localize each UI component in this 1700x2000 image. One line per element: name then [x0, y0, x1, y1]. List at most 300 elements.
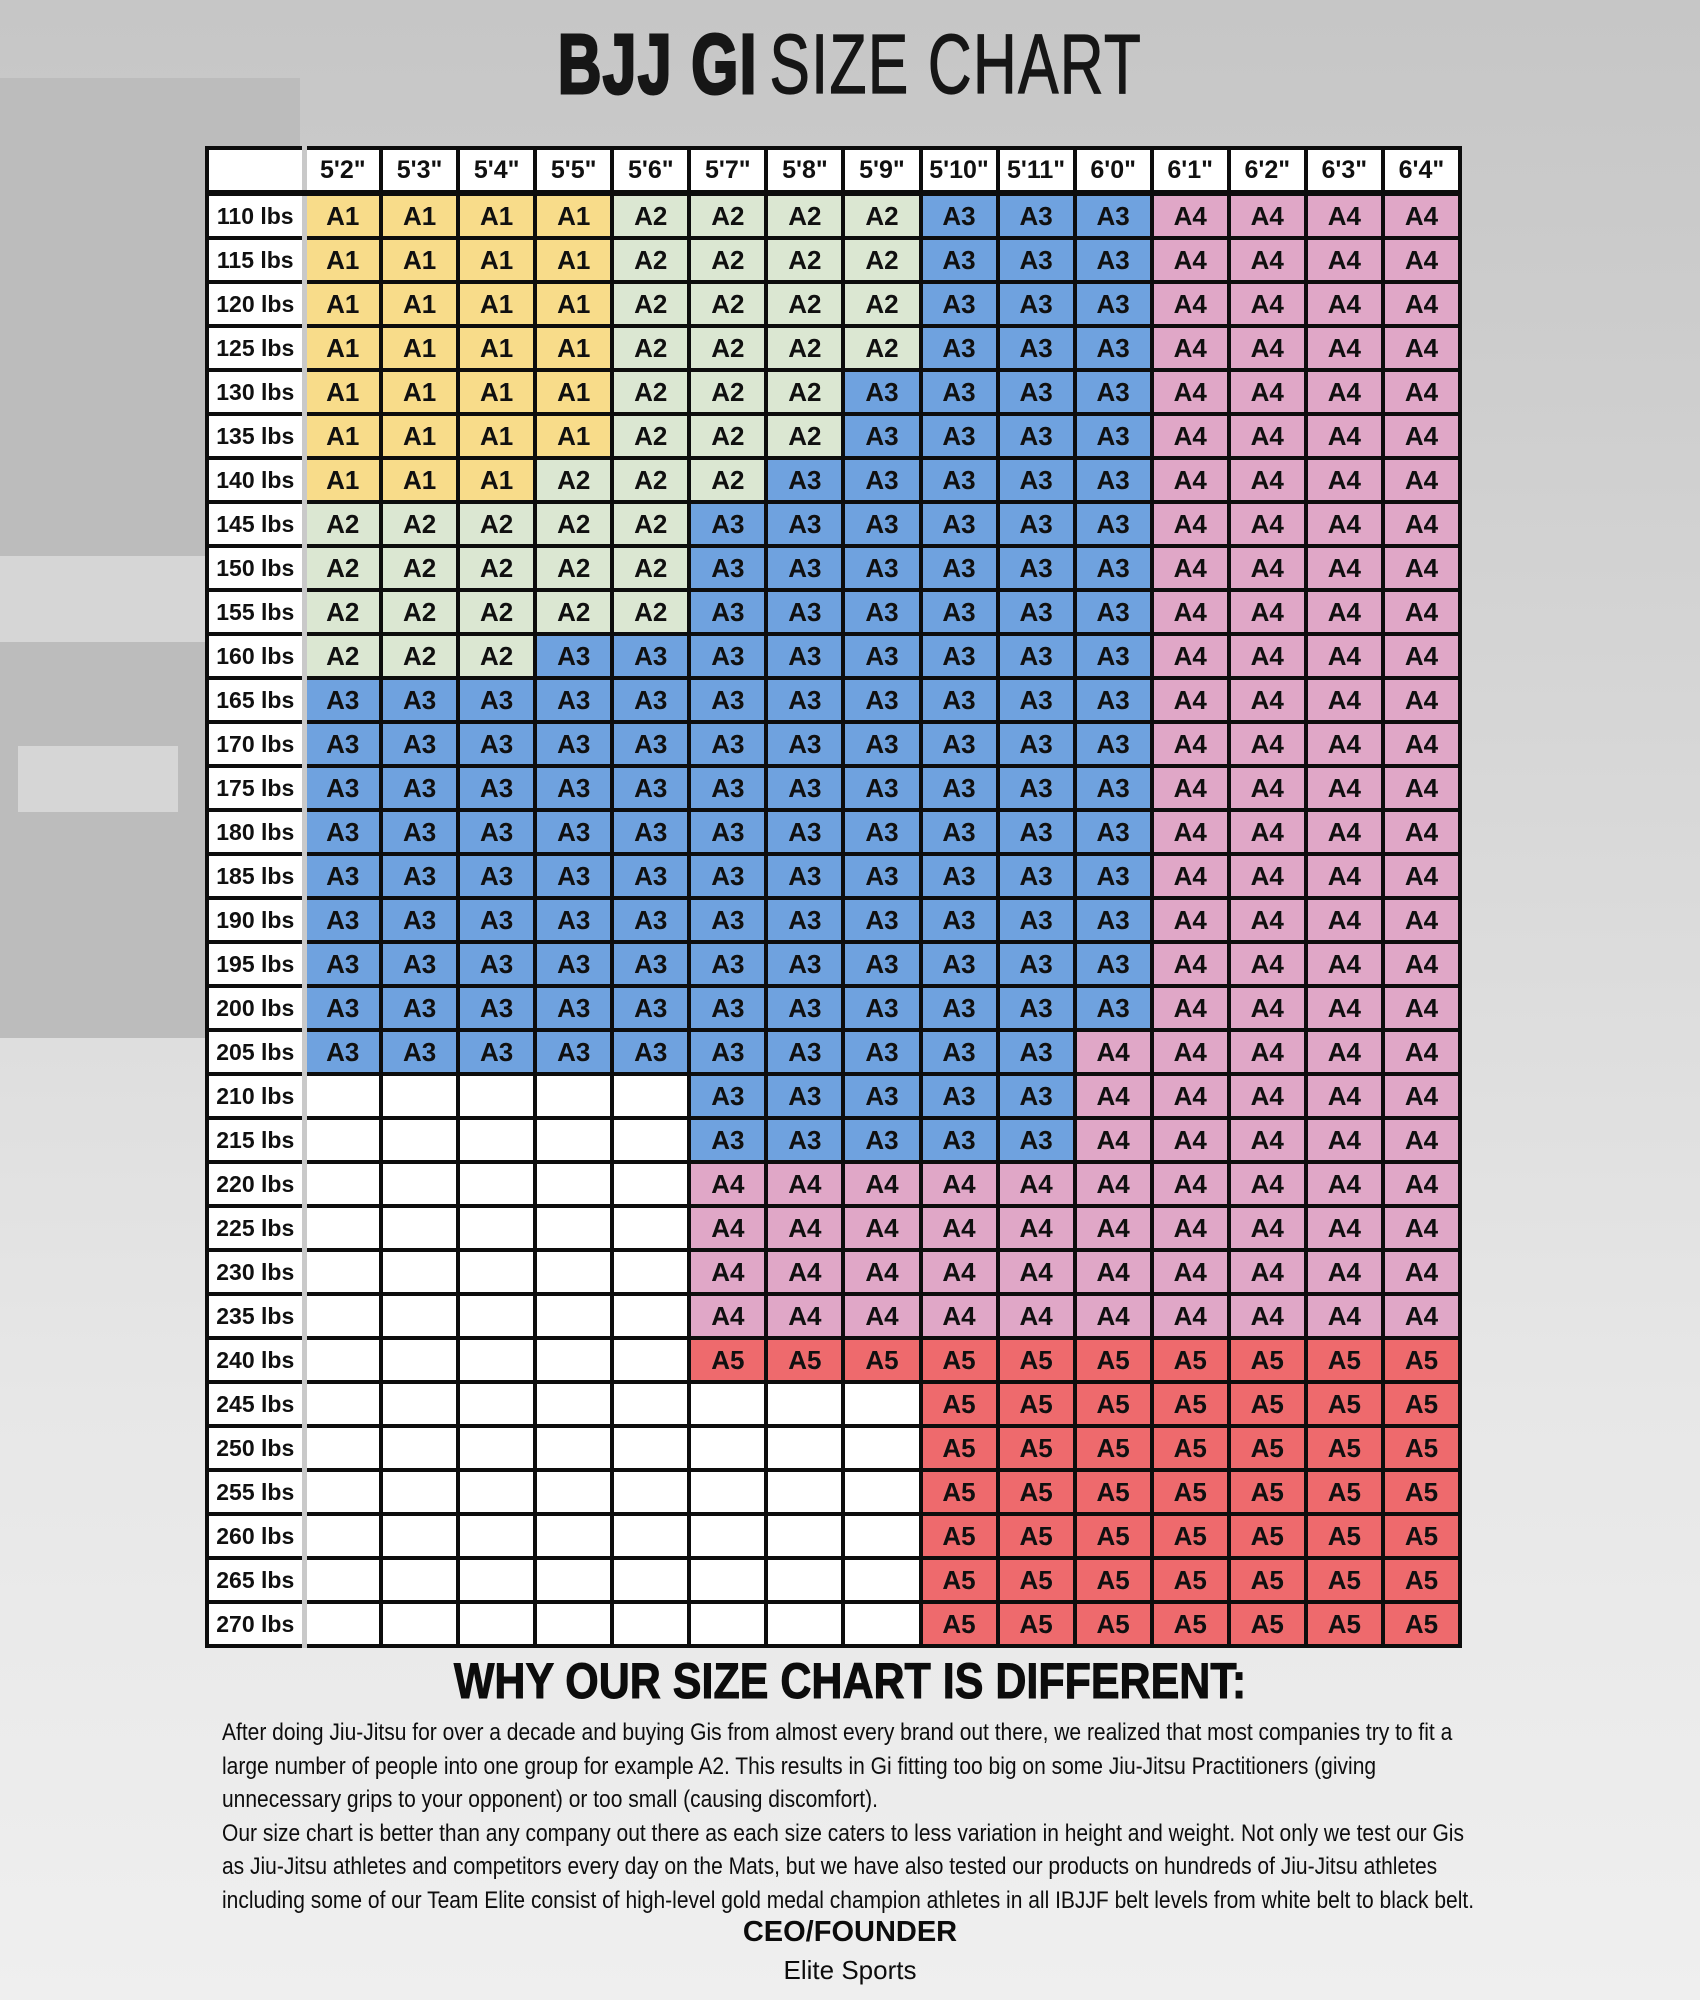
size-cell-a4: A4	[1152, 238, 1229, 282]
size-cell-a4: A4	[1229, 1206, 1306, 1250]
size-cell-a4: A4	[1306, 1118, 1383, 1162]
size-cell-a5: A5	[921, 1426, 998, 1470]
weight-label: 265 lbs	[207, 1558, 304, 1602]
size-cell-a5: A5	[1152, 1382, 1229, 1426]
weight-label: 205 lbs	[207, 1030, 304, 1074]
size-cell-a4: A4	[1306, 193, 1383, 238]
size-cell-a4: A4	[1306, 898, 1383, 942]
size-cell-a4: A4	[1306, 942, 1383, 986]
empty-cell	[612, 1338, 689, 1382]
empty-cell	[381, 1558, 458, 1602]
table-row	[207, 1206, 1460, 1250]
empty-cell	[535, 1250, 612, 1294]
size-cell-a3: A3	[1075, 590, 1152, 634]
size-cell-a3: A3	[689, 942, 766, 986]
size-cell-a4: A4	[1229, 238, 1306, 282]
size-cell-a3: A3	[998, 942, 1075, 986]
size-cell-a2: A2	[381, 590, 458, 634]
company-name: Elite Sports	[783, 1955, 917, 1985]
size-cell-a3: A3	[921, 238, 998, 282]
size-cell-a3: A3	[689, 898, 766, 942]
weight-label: 200 lbs	[207, 986, 304, 1030]
size-cell-a1: A1	[304, 370, 381, 414]
size-cell-a2: A2	[535, 458, 612, 502]
size-cell-a3: A3	[612, 986, 689, 1030]
size-cell-a2: A2	[766, 282, 843, 326]
size-cell-a5: A5	[1152, 1426, 1229, 1470]
size-cell-a4: A4	[1152, 1294, 1229, 1338]
empty-cell	[381, 1294, 458, 1338]
empty-cell	[843, 1602, 920, 1646]
size-cell-a5: A5	[1152, 1470, 1229, 1514]
size-cell-a4: A4	[766, 1250, 843, 1294]
size-cell-a1: A1	[458, 238, 535, 282]
size-cell-a3: A3	[1075, 634, 1152, 678]
size-cell-a4: A4	[1306, 1250, 1383, 1294]
size-cell-a3: A3	[689, 810, 766, 854]
empty-cell	[843, 1470, 920, 1514]
weight-label: 125 lbs	[207, 326, 304, 370]
size-cell-a4: A4	[1306, 414, 1383, 458]
table-row	[207, 1118, 1460, 1162]
empty-cell	[535, 1558, 612, 1602]
weight-label: 220 lbs	[207, 1162, 304, 1206]
size-cell-a3: A3	[921, 458, 998, 502]
empty-cell	[766, 1514, 843, 1558]
size-cell-a2: A2	[766, 326, 843, 370]
empty-cell	[381, 1426, 458, 1470]
size-cell-a2: A2	[612, 326, 689, 370]
empty-cell	[535, 1514, 612, 1558]
empty-cell	[689, 1470, 766, 1514]
weight-label: 155 lbs	[207, 590, 304, 634]
size-cell-a4: A4	[1152, 370, 1229, 414]
empty-cell	[381, 1382, 458, 1426]
size-cell-a4: A4	[843, 1294, 920, 1338]
size-cell-a3: A3	[689, 722, 766, 766]
size-cell-a1: A1	[458, 414, 535, 458]
size-cell-a4: A4	[1306, 238, 1383, 282]
size-cell-a5: A5	[1075, 1602, 1152, 1646]
weight-label: 270 lbs	[207, 1602, 304, 1646]
size-cell-a3: A3	[612, 854, 689, 898]
size-cell-a3: A3	[1075, 193, 1152, 238]
size-cell-a4: A4	[1306, 1074, 1383, 1118]
weight-label: 150 lbs	[207, 546, 304, 590]
size-cell-a3: A3	[535, 986, 612, 1030]
empty-cell	[612, 1470, 689, 1514]
size-cell-a1: A1	[458, 370, 535, 414]
size-cell-a4: A4	[1383, 986, 1460, 1030]
table-row	[207, 1470, 1460, 1514]
size-cell-a3: A3	[612, 722, 689, 766]
table-row	[207, 282, 1460, 326]
size-cell-a3: A3	[766, 634, 843, 678]
size-cell-a4: A4	[998, 1294, 1075, 1338]
size-cell-a2: A2	[458, 634, 535, 678]
weight-label: 140 lbs	[207, 458, 304, 502]
size-cell-a3: A3	[766, 546, 843, 590]
size-cell-a3: A3	[843, 502, 920, 546]
empty-cell	[535, 1294, 612, 1338]
table-row	[207, 942, 1460, 986]
empty-cell	[689, 1602, 766, 1646]
page-title	[238, 16, 1462, 113]
size-cell-a3: A3	[921, 722, 998, 766]
size-cell-a4: A4	[1306, 1162, 1383, 1206]
empty-cell	[381, 1118, 458, 1162]
size-cell-a3: A3	[1075, 854, 1152, 898]
size-cell-a2: A2	[689, 193, 766, 238]
why-heading: WHY OUR SIZE CHART IS DIFFERENT:	[453, 1653, 1247, 1709]
empty-cell	[458, 1294, 535, 1338]
size-cell-a1: A1	[381, 282, 458, 326]
size-cell-a3: A3	[921, 634, 998, 678]
size-cell-a2: A2	[689, 326, 766, 370]
size-cell-a4: A4	[689, 1206, 766, 1250]
size-cell-a2: A2	[689, 282, 766, 326]
empty-cell	[535, 1118, 612, 1162]
table-row	[207, 1514, 1460, 1558]
size-cell-a5: A5	[1152, 1558, 1229, 1602]
weight-label: 145 lbs	[207, 502, 304, 546]
height-header: 5'5"	[535, 148, 612, 193]
size-cell-a3: A3	[766, 1074, 843, 1118]
size-cell-a2: A2	[689, 414, 766, 458]
size-cell-a4: A4	[1152, 634, 1229, 678]
size-cell-a3: A3	[843, 1118, 920, 1162]
weight-label: 160 lbs	[207, 634, 304, 678]
size-cell-a5: A5	[1306, 1602, 1383, 1646]
size-cell-a4: A4	[1383, 634, 1460, 678]
empty-cell	[458, 1162, 535, 1206]
empty-cell	[843, 1426, 920, 1470]
watermark-slash-top	[0, 556, 235, 642]
size-cell-a4: A4	[766, 1162, 843, 1206]
empty-cell	[304, 1338, 381, 1382]
size-cell-a1: A1	[381, 370, 458, 414]
weight-label: 240 lbs	[207, 1338, 304, 1382]
size-cell-a2: A2	[458, 502, 535, 546]
empty-cell	[304, 1294, 381, 1338]
size-cell-a3: A3	[458, 1030, 535, 1074]
size-cell-a3: A3	[689, 634, 766, 678]
size-cell-a5: A5	[1306, 1338, 1383, 1382]
size-cell-a5: A5	[921, 1602, 998, 1646]
size-cell-a3: A3	[921, 1030, 998, 1074]
size-cell-a4: A4	[1383, 1206, 1460, 1250]
size-cell-a3: A3	[458, 854, 535, 898]
weight-label: 235 lbs	[207, 1294, 304, 1338]
empty-cell	[612, 1118, 689, 1162]
empty-cell	[304, 1426, 381, 1470]
size-cell-a3: A3	[998, 458, 1075, 502]
empty-cell	[843, 1382, 920, 1426]
size-cell-a4: A4	[1306, 370, 1383, 414]
size-cell-a3: A3	[612, 898, 689, 942]
size-cell-a1: A1	[458, 193, 535, 238]
size-cell-a3: A3	[921, 282, 998, 326]
size-cell-a4: A4	[1152, 1206, 1229, 1250]
size-cell-a4: A4	[1306, 502, 1383, 546]
size-cell-a5: A5	[1383, 1602, 1460, 1646]
table-row	[207, 722, 1460, 766]
empty-cell	[304, 1558, 381, 1602]
empty-cell	[535, 1206, 612, 1250]
empty-cell	[843, 1514, 920, 1558]
size-cell-a3: A3	[998, 370, 1075, 414]
size-cell-a4: A4	[1383, 1030, 1460, 1074]
watermark-slash-bottom	[18, 746, 178, 812]
size-cell-a1: A1	[458, 458, 535, 502]
size-cell-a4: A4	[1152, 546, 1229, 590]
size-cell-a4: A4	[998, 1250, 1075, 1294]
table-row	[207, 634, 1460, 678]
size-cell-a4: A4	[1152, 326, 1229, 370]
size-cell-a3: A3	[381, 766, 458, 810]
empty-cell	[458, 1382, 535, 1426]
size-cell-a1: A1	[304, 326, 381, 370]
size-cell-a4: A4	[1229, 634, 1306, 678]
size-cell-a1: A1	[535, 414, 612, 458]
empty-cell	[458, 1074, 535, 1118]
size-cell-a4: A4	[1075, 1250, 1152, 1294]
weight-label: 170 lbs	[207, 722, 304, 766]
table-row	[207, 458, 1460, 502]
size-cell-a4: A4	[1383, 1162, 1460, 1206]
size-cell-a3: A3	[381, 1030, 458, 1074]
size-cell-a3: A3	[998, 722, 1075, 766]
size-cell-a3: A3	[381, 678, 458, 722]
size-cell-a3: A3	[766, 986, 843, 1030]
size-cell-a5: A5	[766, 1338, 843, 1382]
size-cell-a4: A4	[1306, 1294, 1383, 1338]
weight-label: 120 lbs	[207, 282, 304, 326]
size-cell-a4: A4	[1229, 414, 1306, 458]
size-cell-a3: A3	[535, 678, 612, 722]
size-cell-a3: A3	[689, 546, 766, 590]
size-cell-a4: A4	[1306, 722, 1383, 766]
size-cell-a3: A3	[998, 766, 1075, 810]
size-cell-a4: A4	[1306, 546, 1383, 590]
size-cell-a3: A3	[998, 502, 1075, 546]
size-cell-a2: A2	[689, 458, 766, 502]
size-cell-a4: A4	[1306, 986, 1383, 1030]
table-row	[207, 1250, 1460, 1294]
size-cell-a2: A2	[535, 590, 612, 634]
size-cell-a4: A4	[1152, 1250, 1229, 1294]
size-cell-a3: A3	[843, 546, 920, 590]
size-cell-a2: A2	[766, 414, 843, 458]
size-cell-a4: A4	[1229, 854, 1306, 898]
size-cell-a5: A5	[1229, 1382, 1306, 1426]
size-cell-a2: A2	[766, 193, 843, 238]
size-cell-a4: A4	[1229, 193, 1306, 238]
height-header: 5'4"	[458, 148, 535, 193]
empty-cell	[689, 1426, 766, 1470]
table-row	[207, 326, 1460, 370]
size-cell-a2: A2	[612, 370, 689, 414]
size-cell-a3: A3	[689, 986, 766, 1030]
size-cell-a3: A3	[1075, 370, 1152, 414]
height-header: 5'2"	[304, 148, 381, 193]
size-cell-a4: A4	[921, 1206, 998, 1250]
size-cell-a3: A3	[766, 810, 843, 854]
header-row	[207, 148, 1460, 193]
size-cell-a2: A2	[612, 590, 689, 634]
size-cell-a3: A3	[304, 854, 381, 898]
size-cell-a4: A4	[1152, 1118, 1229, 1162]
empty-cell	[612, 1294, 689, 1338]
size-cell-a2: A2	[612, 546, 689, 590]
size-cell-a5: A5	[998, 1558, 1075, 1602]
size-cell-a3: A3	[1075, 546, 1152, 590]
size-cell-a3: A3	[766, 766, 843, 810]
size-cell-a3: A3	[921, 590, 998, 634]
size-cell-a5: A5	[998, 1426, 1075, 1470]
size-cell-a3: A3	[998, 414, 1075, 458]
empty-cell	[535, 1602, 612, 1646]
empty-cell	[304, 1162, 381, 1206]
size-cell-a4: A4	[1229, 502, 1306, 546]
size-cell-a2: A2	[304, 546, 381, 590]
size-cell-a5: A5	[1075, 1558, 1152, 1602]
empty-cell	[612, 1514, 689, 1558]
size-cell-a4: A4	[1383, 282, 1460, 326]
size-cell-a5: A5	[921, 1470, 998, 1514]
size-cell-a4: A4	[1152, 1030, 1229, 1074]
size-cell-a3: A3	[304, 898, 381, 942]
size-cell-a3: A3	[843, 414, 920, 458]
table-row	[207, 1030, 1460, 1074]
empty-cell	[381, 1250, 458, 1294]
size-cell-a1: A1	[304, 414, 381, 458]
size-cell-a3: A3	[998, 282, 1075, 326]
size-cell-a5: A5	[1229, 1514, 1306, 1558]
empty-cell	[612, 1206, 689, 1250]
size-cell-a3: A3	[535, 854, 612, 898]
size-cell-a4: A4	[843, 1162, 920, 1206]
size-cell-a4: A4	[1075, 1162, 1152, 1206]
size-cell-a4: A4	[1383, 414, 1460, 458]
size-cell-a5: A5	[1383, 1470, 1460, 1514]
size-cell-a3: A3	[843, 458, 920, 502]
size-cell-a5: A5	[843, 1338, 920, 1382]
size-cell-a4: A4	[1306, 282, 1383, 326]
empty-cell	[381, 1514, 458, 1558]
size-cell-a4: A4	[1306, 634, 1383, 678]
empty-cell	[304, 1250, 381, 1294]
size-cell-a2: A2	[843, 282, 920, 326]
size-cell-a3: A3	[612, 942, 689, 986]
size-cell-a5: A5	[1306, 1558, 1383, 1602]
size-cell-a3: A3	[535, 1030, 612, 1074]
size-cell-a4: A4	[766, 1294, 843, 1338]
page-title-primary: BJJ GI	[557, 17, 758, 111]
size-cell-a1: A1	[304, 238, 381, 282]
weight-label: 245 lbs	[207, 1382, 304, 1426]
table-row	[207, 193, 1460, 238]
size-cell-a5: A5	[921, 1338, 998, 1382]
size-cell-a5: A5	[998, 1602, 1075, 1646]
size-cell-a4: A4	[1229, 370, 1306, 414]
size-cell-a4: A4	[1383, 326, 1460, 370]
size-cell-a5: A5	[921, 1558, 998, 1602]
size-cell-a2: A2	[766, 238, 843, 282]
size-cell-a4: A4	[1383, 458, 1460, 502]
size-cell-a5: A5	[1075, 1470, 1152, 1514]
size-cell-a3: A3	[998, 326, 1075, 370]
table-row	[207, 1294, 1460, 1338]
size-cell-a3: A3	[843, 1074, 920, 1118]
size-cell-a4: A4	[921, 1162, 998, 1206]
size-cell-a3: A3	[766, 722, 843, 766]
size-cell-a3: A3	[921, 502, 998, 546]
size-cell-a4: A4	[1383, 1250, 1460, 1294]
size-cell-a4: A4	[1383, 766, 1460, 810]
ceo-founder-label: CEO/FOUNDER	[742, 1916, 958, 1948]
size-cell-a4: A4	[1306, 854, 1383, 898]
size-cell-a3: A3	[612, 766, 689, 810]
size-cell-a3: A3	[535, 942, 612, 986]
why-paragraphs	[222, 1716, 1484, 1917]
size-cell-a4: A4	[1383, 370, 1460, 414]
size-cell-a4: A4	[1229, 766, 1306, 810]
size-cell-a3: A3	[304, 810, 381, 854]
size-cell-a3: A3	[921, 370, 998, 414]
empty-cell	[612, 1426, 689, 1470]
size-cell-a3: A3	[766, 502, 843, 546]
empty-cell	[535, 1382, 612, 1426]
size-cell-a4: A4	[1229, 326, 1306, 370]
size-cell-a5: A5	[1383, 1426, 1460, 1470]
table-row	[207, 1558, 1460, 1602]
size-cell-a4: A4	[843, 1206, 920, 1250]
size-cell-a4: A4	[1306, 458, 1383, 502]
size-cell-a4: A4	[689, 1294, 766, 1338]
empty-cell	[304, 1118, 381, 1162]
size-cell-a5: A5	[998, 1470, 1075, 1514]
size-cell-a4: A4	[1229, 898, 1306, 942]
size-cell-a3: A3	[458, 898, 535, 942]
why-paragraph-2: Our size chart is better than any company out there as each size caters to less variation in height and weight. Not only we test our Gis as Jiu-Jitsu athletes and competitors every day on the Mats, but we have also tested our products on hundreds of Jiu-Jitsu athletes including some of our Team Elite consist of high-level gold medal champion athletes in all IBJJF belt levels from white belt to black belt.	[222, 1819, 1475, 1914]
size-cell-a3: A3	[458, 678, 535, 722]
size-cell-a5: A5	[1229, 1338, 1306, 1382]
size-cell-a3: A3	[1075, 766, 1152, 810]
size-cell-a5: A5	[1075, 1338, 1152, 1382]
size-cell-a4: A4	[1152, 766, 1229, 810]
size-cell-a4: A4	[1229, 546, 1306, 590]
size-cell-a3: A3	[689, 766, 766, 810]
empty-cell	[612, 1074, 689, 1118]
size-cell-a1: A1	[381, 193, 458, 238]
height-header: 5'9"	[843, 148, 920, 193]
table-row	[207, 414, 1460, 458]
size-cell-a3: A3	[535, 898, 612, 942]
size-cell-a4: A4	[1152, 282, 1229, 326]
empty-cell	[458, 1602, 535, 1646]
table-row	[207, 1426, 1460, 1470]
size-cell-a3: A3	[843, 854, 920, 898]
size-cell-a2: A2	[689, 370, 766, 414]
size-cell-a5: A5	[1229, 1558, 1306, 1602]
size-cell-a4: A4	[998, 1162, 1075, 1206]
size-cell-a3: A3	[535, 810, 612, 854]
height-header: 6'3"	[1306, 148, 1383, 193]
size-cell-a5: A5	[1306, 1514, 1383, 1558]
size-cell-a3: A3	[304, 722, 381, 766]
size-cell-a3: A3	[304, 986, 381, 1030]
